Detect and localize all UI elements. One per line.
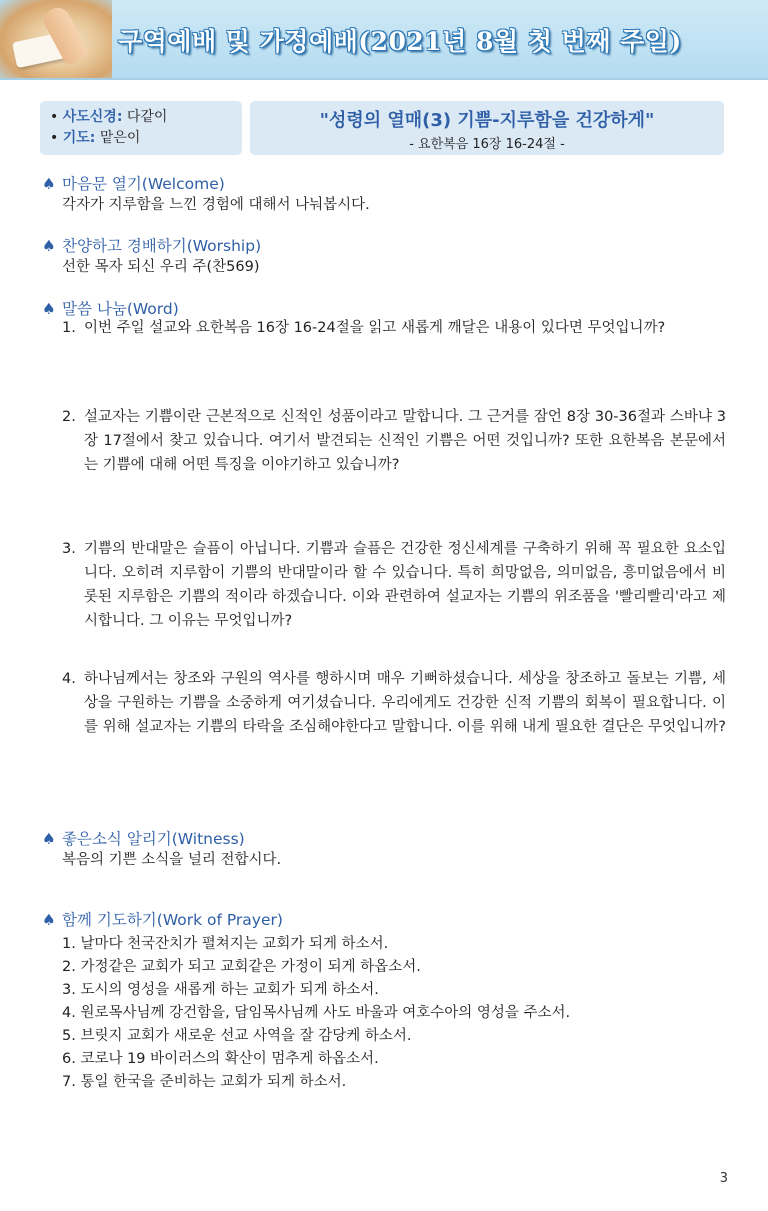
sermon-title: "성령의 열매(3) 기쁨-지루함을 건강하게"	[319, 110, 655, 131]
list-item: 1. 날마다 천국잔치가 펼쳐지는 교회가 되게 하소서.	[62, 936, 389, 952]
list-item: 3. 도시의 영성을 새롭게 하는 교회가 되게 하소서.	[62, 982, 379, 998]
sermon-reference: - 요한복음 16장 16-24절 -	[409, 137, 565, 152]
question-4: 4. 하나님께서는 창조와 구원의 역사를 행하시며 매우 기뻐하셨습니다. 세상을 창조하고 돌보는 기쁨, 세상을 구원하는 기쁨을 소중하게 여기셨습니다. 우리에게도 건강한 신적 기쁨의 회복이 필요합니다. 이를 위해 설교자는 기쁨의 타락을 조심해야한다고 말합니다. 이를 위해 내게 필요한 결단은 무엇입니까?	[62, 671, 726, 735]
creed-row: • 사도신경: 다같이	[50, 109, 168, 125]
worship-order-box	[40, 101, 242, 155]
prayer-list	[62, 933, 570, 1094]
section-welcome-body: 각자가 지루함을 느낀 경험에 대해서 나눠봅시다.	[62, 197, 370, 213]
list-item: 2. 가정같은 교회가 되고 교회같은 가정이 되게 하옵소서.	[62, 959, 421, 975]
section-witness-heading: ♠ 좋은소식 알리기(Witness)	[42, 830, 245, 848]
list-item: 7. 통일 한국을 준비하는 교회가 되게 하소서.	[62, 1074, 347, 1090]
section-witness-body: 복음의 기쁜 소식을 널리 전합시다.	[62, 852, 282, 868]
page-number: 3	[719, 1171, 728, 1186]
prayer-label: 기도:	[62, 130, 96, 146]
section-worship-body: 선한 목자 되신 우리 주(찬569)	[62, 259, 260, 275]
creed-label: 사도신경:	[62, 109, 123, 125]
question-3: 3. 기쁨의 반대말은 슬픔이 아닙니다. 기쁨과 슬픔은 건강한 정신세계를 구축하기 위해 꼭 필요한 요소입니다. 오히려 지루함이 기쁨의 반대말이라 할 수 있습니다. 특히 희망없음, 의미없음, 흥미없음에서 비롯된 지루함은 기쁨의 적이라 하겠습니다. 이와 관련하여 설교자는 기쁨의 위조품을 '빨리빨리'라고 제시합니다. 그 이유는 무엇입니까?	[62, 541, 726, 629]
section-worship-heading: ♠ 찬양하고 경배하기(Worship)	[42, 237, 262, 255]
prayer-value: 맡은이	[99, 130, 141, 146]
creed-value: 다같이	[126, 109, 168, 125]
spade-icon: ♠	[42, 911, 56, 929]
section-welcome-heading: ♠ 마음문 열기(Welcome)	[42, 175, 225, 193]
question-1: 1. 이번 주일 설교와 요한복음 16장 16-24절을 읽고 새롭게 깨달은 내용이 있다면 무엇입니까?	[62, 320, 666, 336]
sermon-box	[250, 101, 724, 155]
header-banner	[0, 0, 768, 80]
list-item: 5. 브릿지 교회가 새로운 선교 사역을 잘 감당케 하소서.	[62, 1028, 412, 1044]
list-item: 4. 원로목사님께 강건함을, 담임목사님께 사도 바울과 여호수아의 영성을 주소서.	[62, 1005, 571, 1021]
question-2: 2. 설교자는 기쁨이란 근본적으로 신적인 성품이라고 말합니다. 그 근거를 잠언 8장 30-36절과 스바냐 3장 17절에서 찾고 있습니다. 여기서 발견되는 신적인 기쁨은 어떤 것입니까? 또한 요한복음 본문에서는 기쁨에 대해 어떤 특징을 이야기하고 있습니까?	[62, 409, 726, 473]
spade-icon: ♠	[42, 237, 56, 255]
section-word-heading: ♠ 말씀 나눔(Word)	[42, 300, 179, 318]
praying-hands-bible-image	[0, 0, 112, 78]
spade-icon: ♠	[42, 300, 56, 318]
spade-icon: ♠	[42, 830, 56, 848]
list-item: 6. 코로나 19 바이러스의 확산이 멈추게 하옵소서.	[62, 1051, 379, 1067]
page-title: 구역예배 및 가정예배(2021년 8월 첫 번째 주일)	[118, 27, 682, 56]
section-prayer-heading: ♠ 함께 기도하기(Work of Prayer)	[42, 911, 283, 929]
spade-icon: ♠	[42, 175, 56, 193]
prayer-row: • 기도: 맡은이	[50, 130, 141, 146]
